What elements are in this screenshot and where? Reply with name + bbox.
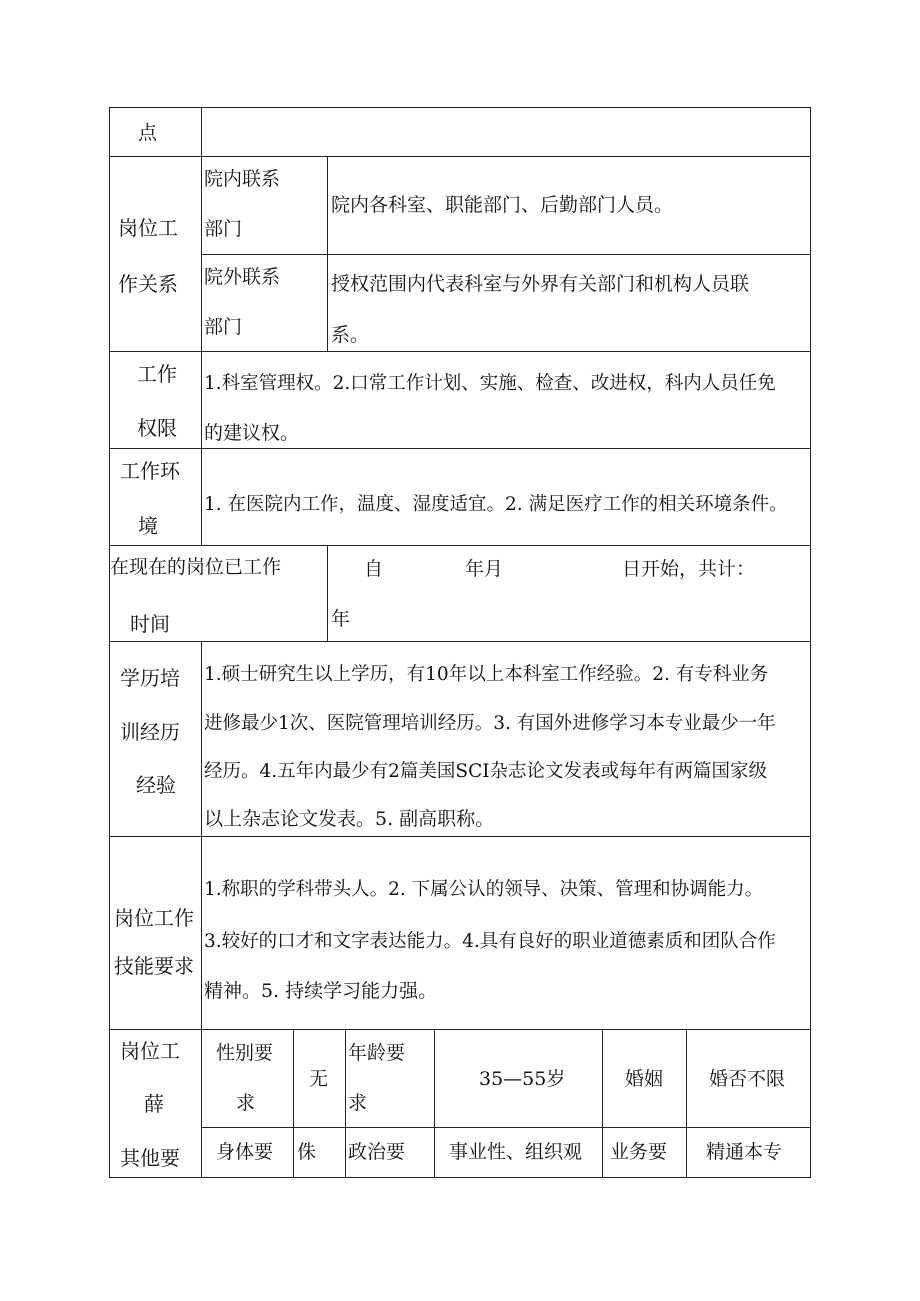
tenure-day-start-total: 日开始，共计：: [622, 558, 756, 580]
authority-value-line-1: 1.科室管理权。2.口常工作计划、实施、检查、改进权，科内人员任免: [204, 373, 776, 394]
external-contact-label-line-1: 院外联系: [204, 266, 281, 288]
age-label-line-2: 求: [348, 1092, 368, 1114]
authority-label-line-1: 工作: [137, 362, 177, 386]
politics-value: 事业性、组织观: [449, 1141, 583, 1163]
education-line-2: 进修最少1次、医院管理培训经历。3. 有国外进修学习本专业最少一年: [204, 713, 776, 734]
business-label: 业务要: [610, 1141, 668, 1163]
authority-label-line-2: 权限: [137, 416, 177, 440]
education-label-line-2: 训经历: [120, 720, 180, 744]
education-line-1: 1.硕士研究生以上学历，有10年以上本科室工作经验。2. 有专科业务: [204, 664, 769, 685]
education-label-line-3: 经验: [136, 773, 176, 797]
point-label: 点: [138, 122, 158, 144]
other-label-line-3: 其他要: [120, 1146, 180, 1170]
environment-value: 1. 在医院内工作，温度、湿度适宜。2. 满足医疗工作的相关环境条件。: [204, 494, 788, 515]
skills-line-1: 1.称职的学科带头人。2. 下属公认的领导、决策、管理和协调能力。: [204, 879, 764, 900]
education-label-line-1: 学历培: [120, 666, 180, 690]
internal-contact-value: 院内各科室、职能部门、后勤部门人员。: [331, 194, 674, 216]
skills-line-3: 精神。5. 持续学习能力强。: [204, 980, 438, 1002]
marriage-value: 婚否不限: [709, 1068, 786, 1090]
politics-label: 政治要: [348, 1141, 406, 1163]
marriage-label: 婚姻: [625, 1068, 664, 1090]
gender-label-line-2: 求: [236, 1092, 256, 1114]
tenure-from: 自: [364, 558, 384, 580]
internal-contact-label-line-1: 院内联系: [204, 168, 281, 190]
other-label-line-2: 薛: [144, 1092, 164, 1116]
external-contact-value-line-2: 系。: [331, 324, 370, 346]
other-label-line-1: 岗位工: [120, 1039, 180, 1063]
internal-contact-label-line-2: 部门: [204, 218, 243, 240]
skills-line-2: 3.较好的口才和文字表达能力。4.具有良好的职业道德素质和团队合作: [204, 931, 776, 952]
gender-value: 无: [309, 1068, 329, 1090]
tenure-year-month: 年月: [465, 558, 504, 580]
business-value: 精通本专: [706, 1141, 783, 1163]
skills-label-line-1: 岗位工作: [114, 906, 194, 930]
environment-label-line-2: 境: [138, 514, 158, 538]
gender-label-line-1: 性别要: [216, 1042, 274, 1064]
education-line-4: 以上杂志论文发表。5. 副高职称。: [204, 808, 495, 830]
relations-label-line-1: 岗位工: [118, 216, 178, 240]
skills-label-line-2: 技能要求: [114, 954, 194, 978]
health-value: 侏: [297, 1141, 317, 1163]
education-line-3: 经历。4.五年内最少有2篇美国SCI杂志论文发表或每年有两篇国家级: [204, 761, 768, 782]
authority-value-line-2: 的建议权。: [204, 422, 300, 444]
external-contact-value-line-1: 授权范围内代表科室与外界有关部门和机构人员联: [331, 273, 750, 295]
age-label-line-1: 年龄要: [348, 1042, 406, 1064]
tenure-label-line-1: 在现在的岗位已工作: [110, 556, 282, 578]
tenure-year: 年: [331, 608, 351, 630]
health-label: 身体要: [216, 1141, 274, 1163]
tenure-label-line-2: 时间: [130, 612, 170, 636]
age-value: 35—55岁: [479, 1068, 566, 1090]
external-contact-label-line-2: 部门: [204, 316, 243, 338]
relations-label-line-2: 作关系: [118, 272, 178, 296]
environment-label-line-1: 工作环: [120, 459, 180, 483]
